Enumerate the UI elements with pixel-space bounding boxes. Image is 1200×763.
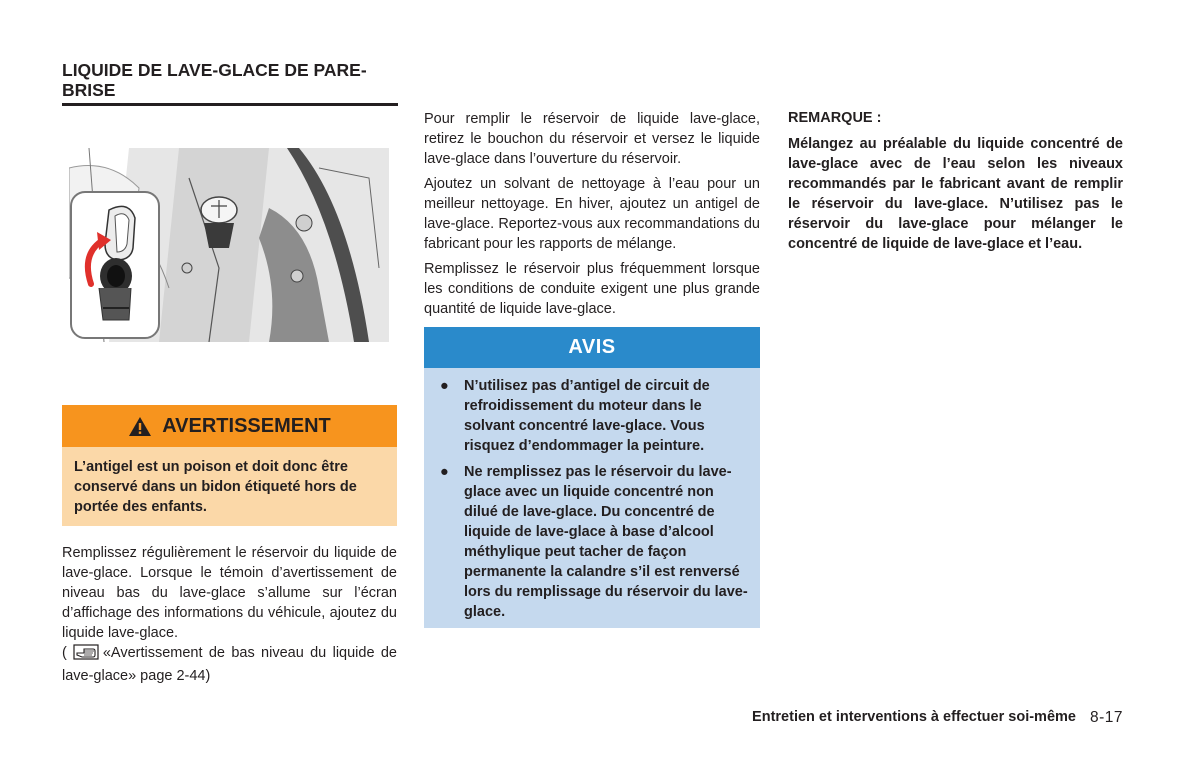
page-number: 8-17 [1089, 709, 1123, 726]
washer-reservoir-figure [69, 148, 389, 342]
title-divider [62, 103, 398, 106]
cross-reference[interactable]: «Avertissement de bas niveau du liquide de lave-glace» page 2-44) [62, 645, 397, 684]
notice-item-text: N’utilisez pas d’antigel de circuit de refroidissement du moteur dans le solvant concentré lave-glace. Vous risquez d’endommager la peinture. [464, 378, 710, 454]
refill-text: Remplissez régulièrement le réservoir du liquide de lave-glace. Lorsque le témoin d’avertissement de niveau bas du lave-glace s’allume sur l’écran d’affichage des informations du véhicule, ajoutez du liquide lave-glace. [62, 545, 397, 641]
solvent-advice: Ajoutez un solvant de nettoyage à l’eau pour un meilleur nettoyage. En hiver, ajoutez un antigel de lave-glace. Reportez-vous aux recommandations du fabricant pour les rapports de mélange. [424, 176, 760, 252]
fill-instructions: Pour remplir le réservoir de liquide lave-glace, retirez le bouchon du réservoir et versez le liquide lave-glace dans l’ouverture du réservoir. [424, 111, 760, 167]
washer-reservoir-cap-illustration [69, 148, 389, 342]
warning-header [62, 405, 397, 447]
notice-list [424, 368, 760, 622]
notice-heading: AVIS [568, 336, 616, 358]
bullet-icon: ● [440, 378, 449, 394]
warning-triangle-icon [128, 416, 152, 437]
remark-column [788, 108, 1123, 254]
refill-frequency: Remplissez le réservoir plus fréquemment lorsque les conditions de conduite exigent une plus grande quantité de liquide lave-glace. [424, 261, 760, 317]
notice-item-text: Ne remplissez pas le réservoir du lave-glace avec un liquide concentré non dilué de lave-glace. Du concentré de liquide de lave-glace à base d’alcool méthylique peut tacher de façon permanente la calandre s’il est renversé lors du remplissage du réservoir du lave-glace. [464, 464, 748, 620]
notice-header [424, 327, 760, 368]
section-title: LIQUIDE DE LAVE-GLACE DE PARE-BRISE [62, 60, 367, 100]
pointing-hand-icon [73, 644, 99, 666]
remark-title: REMARQUE : [788, 110, 882, 126]
middle-column [424, 109, 760, 324]
warning-text: L’antigel est un poison et doit donc être conservé dans un bidon étiqueté hors de portée des enfants. [74, 459, 357, 515]
bullet-icon: ● [440, 464, 449, 480]
warning-heading: AVERTISSEMENT [162, 414, 331, 437]
page-footer [752, 709, 1123, 727]
notice-item [434, 376, 748, 456]
refill-paragraph [62, 543, 397, 686]
remark-text: Mélangez au préalable du liquide concentré de lave-glace avec de l’eau selon les niveaux recommandés par le fabricant avant de remplir le réservoir du lave-glace. N’utilisez pas le réservoir du lave-glace pour mélanger le concentré de liquide de lave-glace et l’eau. [788, 136, 1123, 252]
footer-section-name: Entretien et interventions à effectuer soi-même [752, 709, 1076, 725]
warning-box [62, 405, 397, 526]
notice-box [424, 327, 760, 628]
ref-open: ( [62, 645, 67, 661]
notice-item [434, 462, 748, 622]
